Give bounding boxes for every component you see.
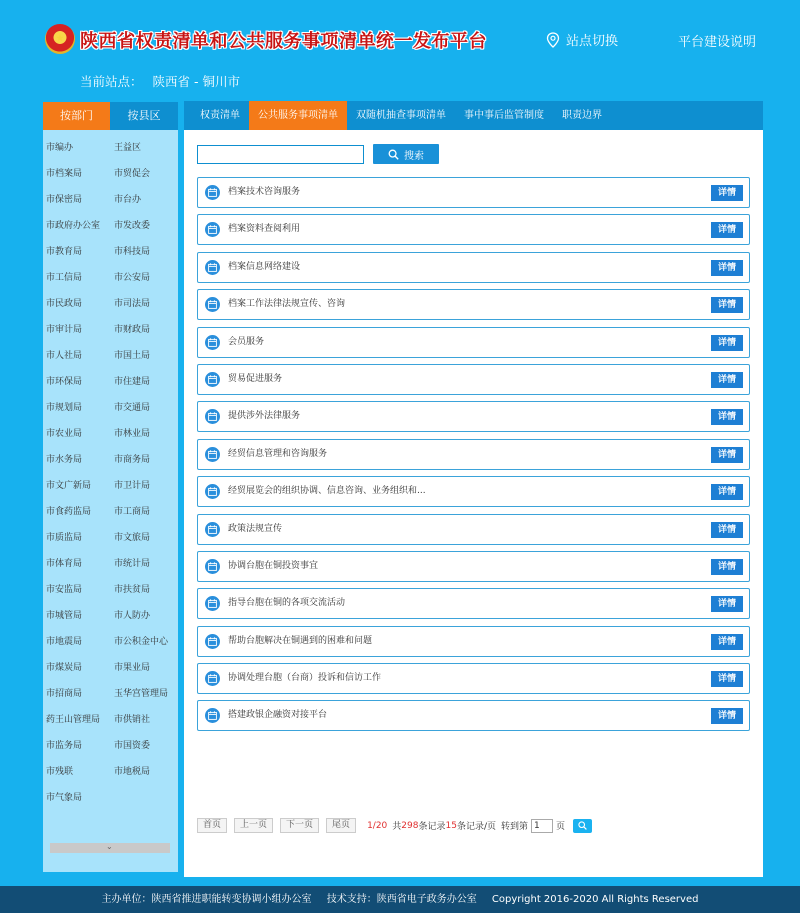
calendar-icon bbox=[205, 185, 220, 200]
department-item[interactable]: 玉华宫管理局 bbox=[114, 689, 169, 699]
department-item[interactable]: 市人防办 bbox=[114, 611, 151, 621]
department-item[interactable]: 市气象局 bbox=[46, 793, 83, 803]
search-input[interactable] bbox=[197, 145, 364, 164]
goto-label: 转到第 bbox=[501, 822, 529, 832]
detail-button[interactable]: 详情 bbox=[711, 409, 743, 425]
department-item[interactable]: 市地震局 bbox=[46, 637, 83, 647]
calendar-icon bbox=[205, 260, 220, 275]
tab-duty-boundary[interactable]: 职责边界 bbox=[562, 110, 602, 121]
list-item-label: 指导台胞在铜的各项交流活动 bbox=[228, 598, 346, 609]
detail-button[interactable]: 详情 bbox=[711, 671, 743, 687]
calendar-icon bbox=[205, 596, 220, 611]
search-button[interactable] bbox=[373, 144, 439, 164]
prev-page-button[interactable]: 上一页 bbox=[234, 818, 273, 833]
detail-button[interactable]: 详情 bbox=[711, 522, 743, 538]
list-item-label: 协调处理台胞（台商）投诉和信访工作 bbox=[228, 673, 382, 684]
calendar-icon bbox=[205, 522, 220, 537]
department-item[interactable]: 市地税局 bbox=[114, 767, 151, 777]
department-item[interactable]: 市商务局 bbox=[114, 455, 151, 465]
department-item[interactable]: 市档案局 bbox=[46, 169, 83, 179]
list-item-label: 帮助台胞解决在铜遇到的困难和问题 bbox=[228, 635, 373, 646]
detail-button[interactable]: 详情 bbox=[711, 222, 743, 238]
calendar-icon bbox=[205, 708, 220, 723]
platform-note-link[interactable]: 平台建设说明 bbox=[678, 35, 757, 50]
search-bar bbox=[197, 144, 439, 164]
footer-host: 主办单位：陕西省推进职能转变协调小组办公室 bbox=[101, 894, 312, 905]
footer-copyright: Copyright 2016-2020 All Rights Reserved bbox=[491, 894, 699, 905]
list-item-label: 政策法规宣传 bbox=[228, 523, 283, 534]
calendar-icon bbox=[205, 409, 220, 424]
search-button-label: 搜索 bbox=[404, 150, 424, 162]
left-tabs bbox=[43, 102, 178, 130]
department-item bbox=[114, 785, 176, 811]
department-item[interactable]: 市煤炭局 bbox=[46, 663, 83, 673]
tab-public-service-list[interactable]: 公共服务事项清单 bbox=[249, 101, 347, 130]
department-item[interactable]: 市扶贫局 bbox=[114, 585, 151, 595]
department-item[interactable]: 市招商局 bbox=[46, 689, 83, 699]
department-item[interactable]: 市政府办公室 bbox=[46, 221, 101, 231]
list-item-label: 经贸展览会的组织协调、信息咨询、业务组织和... bbox=[228, 486, 426, 497]
calendar-icon bbox=[205, 559, 220, 574]
department-item[interactable]: 市民政局 bbox=[46, 299, 83, 309]
list-item-label: 提供涉外法律服务 bbox=[228, 411, 301, 422]
department-item[interactable]: 市监务局 bbox=[46, 741, 83, 751]
department-item[interactable]: 市工商局 bbox=[114, 507, 151, 517]
calendar-icon bbox=[205, 297, 220, 312]
detail-button[interactable]: 详情 bbox=[711, 559, 743, 575]
calendar-icon bbox=[205, 634, 220, 649]
list-item[interactable] bbox=[197, 252, 750, 283]
chevron-down-icon: ⌄ bbox=[106, 842, 113, 851]
calendar-icon bbox=[205, 671, 220, 686]
list-item[interactable] bbox=[197, 289, 750, 320]
total-prefix: 共 bbox=[392, 822, 402, 832]
tab-power-list[interactable]: 权责清单 bbox=[200, 110, 240, 121]
department-item[interactable]: 市发改委 bbox=[114, 221, 151, 231]
department-item[interactable]: 市工信局 bbox=[46, 273, 83, 283]
department-item[interactable]: 市文旅局 bbox=[114, 533, 151, 543]
header bbox=[0, 0, 800, 100]
department-item[interactable]: 市人社局 bbox=[46, 351, 83, 361]
per-page-suffix: 条记录/页 bbox=[456, 822, 496, 832]
list-item-label: 经贸信息管理和咨询服务 bbox=[228, 448, 328, 459]
department-item[interactable]: 市质监局 bbox=[46, 533, 83, 543]
list-item[interactable] bbox=[197, 514, 750, 545]
department-item[interactable]: 市水务局 bbox=[46, 455, 83, 465]
list-item-label: 贸易促进服务 bbox=[228, 373, 283, 384]
department-item[interactable]: 市供销社 bbox=[114, 715, 151, 725]
department-item[interactable]: 市城管局 bbox=[46, 611, 83, 621]
department-item[interactable]: 市住建局 bbox=[114, 377, 151, 387]
calendar-icon bbox=[205, 447, 220, 462]
department-item[interactable]: 王益区 bbox=[114, 143, 142, 153]
list-item[interactable] bbox=[197, 364, 750, 395]
department-list bbox=[46, 135, 176, 811]
list-item[interactable] bbox=[197, 663, 750, 694]
department-item[interactable]: 市编办 bbox=[46, 143, 74, 153]
next-page-button[interactable]: 下一页 bbox=[280, 818, 319, 833]
first-page-button[interactable]: 首页 bbox=[197, 818, 227, 833]
detail-button[interactable]: 详情 bbox=[711, 708, 743, 724]
department-item[interactable]: 市统计局 bbox=[114, 559, 151, 569]
department-item[interactable]: 药王山管理局 bbox=[46, 715, 101, 725]
department-item[interactable]: 市审计局 bbox=[46, 325, 83, 335]
department-item[interactable]: 市体育局 bbox=[46, 559, 83, 569]
tab-supervision-system[interactable]: 事中事后监管制度 bbox=[464, 110, 544, 121]
department-item[interactable]: 市公安局 bbox=[114, 273, 151, 283]
location-switch-button[interactable] bbox=[546, 30, 618, 49]
list-item[interactable] bbox=[197, 439, 750, 470]
detail-button[interactable]: 详情 bbox=[711, 297, 743, 313]
list-item-label: 会员服务 bbox=[228, 336, 265, 347]
total-suffix: 条记录 bbox=[418, 822, 446, 832]
per-page-count: 15 bbox=[445, 820, 457, 831]
department-item[interactable]: 市安监局 bbox=[46, 585, 83, 595]
list-item[interactable] bbox=[197, 626, 750, 657]
department-panel bbox=[43, 102, 178, 872]
list-item[interactable] bbox=[197, 476, 750, 507]
detail-button[interactable]: 详情 bbox=[711, 596, 743, 612]
list-item-label: 档案资料查阅利用 bbox=[228, 224, 301, 235]
department-item[interactable]: 市科技局 bbox=[114, 247, 151, 257]
list-item-label: 搭建政银企融资对接平台 bbox=[228, 710, 328, 721]
list-item[interactable] bbox=[197, 700, 750, 731]
location-pin-icon bbox=[546, 32, 560, 48]
current-site-value: 陕西省 - 铜川市 bbox=[152, 74, 240, 89]
list-item[interactable] bbox=[197, 588, 750, 619]
department-item[interactable]: 市国资委 bbox=[114, 741, 151, 751]
list-item-label: 档案信息网络建设 bbox=[228, 261, 301, 272]
department-item[interactable]: 市规划局 bbox=[46, 403, 83, 413]
list-item-label: 协调台胞在铜投资事宜 bbox=[228, 560, 319, 571]
department-item[interactable]: 市贸促会 bbox=[114, 169, 151, 179]
detail-button[interactable]: 详情 bbox=[711, 335, 743, 351]
department-item[interactable]: 市文广新局 bbox=[46, 481, 92, 491]
detail-button[interactable]: 详情 bbox=[711, 260, 743, 276]
calendar-icon bbox=[205, 335, 220, 350]
list-item-label: 档案技术咨询服务 bbox=[228, 187, 301, 197]
total-records: 298 bbox=[401, 820, 419, 831]
department-item[interactable]: 市财政局 bbox=[114, 325, 151, 335]
emblem-icon bbox=[45, 24, 75, 54]
department-item[interactable]: 市农业局 bbox=[46, 429, 83, 439]
search-icon bbox=[388, 149, 399, 160]
department-item[interactable]: 市林业局 bbox=[114, 429, 151, 439]
service-item-list bbox=[197, 177, 750, 738]
department-item[interactable]: 市交通局 bbox=[114, 403, 151, 413]
goto-page-input[interactable]: 1 bbox=[531, 819, 553, 833]
list-item[interactable] bbox=[197, 327, 750, 358]
department-item[interactable]: 市保密局 bbox=[46, 195, 83, 205]
tab-random-inspection-list[interactable]: 双随机抽查事项清单 bbox=[356, 110, 446, 121]
page-indicator: 1/20 bbox=[367, 820, 388, 831]
goto-suffix: 页 bbox=[556, 822, 566, 832]
department-item[interactable]: 市教育局 bbox=[46, 247, 83, 257]
last-page-button[interactable]: 尾页 bbox=[326, 818, 356, 833]
department-item[interactable]: 市公积金中心 bbox=[114, 637, 169, 647]
footer bbox=[0, 886, 800, 913]
footer-support: 技术支持：陕西省电子政务办公室 bbox=[326, 894, 477, 905]
scrollbar[interactable] bbox=[50, 843, 170, 853]
department-item[interactable]: 市果业局 bbox=[114, 663, 151, 673]
goto-page-button[interactable] bbox=[573, 819, 592, 833]
list-item[interactable] bbox=[197, 177, 750, 208]
department-list-area bbox=[43, 130, 178, 872]
detail-button[interactable]: 详情 bbox=[711, 372, 743, 388]
list-item[interactable] bbox=[197, 401, 750, 432]
detail-button[interactable]: 详情 bbox=[711, 447, 743, 463]
department-item[interactable]: 市司法局 bbox=[114, 299, 151, 309]
department-item[interactable]: 市环保局 bbox=[46, 377, 83, 387]
department-item[interactable]: 市台办 bbox=[114, 195, 142, 205]
department-item[interactable]: 市食药监局 bbox=[46, 507, 92, 517]
detail-button[interactable]: 详情 bbox=[711, 484, 743, 500]
list-item-label: 档案工作法律法规宣传、咨询 bbox=[228, 299, 346, 310]
current-site bbox=[80, 72, 246, 90]
current-site-label: 当前站点： bbox=[80, 74, 143, 89]
pagination bbox=[197, 818, 592, 833]
list-item[interactable] bbox=[197, 551, 750, 582]
search-icon bbox=[578, 821, 587, 830]
tab-by-department[interactable]: 按部门 bbox=[43, 102, 110, 130]
department-item[interactable]: 市卫计局 bbox=[114, 481, 151, 491]
main-panel bbox=[184, 101, 763, 877]
calendar-icon bbox=[205, 222, 220, 237]
department-item[interactable]: 市国土局 bbox=[114, 351, 151, 361]
detail-button[interactable]: 详情 bbox=[711, 634, 743, 650]
list-type-tabs bbox=[184, 101, 763, 130]
calendar-icon bbox=[205, 372, 220, 387]
detail-button[interactable]: 详情 bbox=[711, 185, 743, 201]
location-switch-label: 站点切换 bbox=[566, 34, 619, 49]
department-item[interactable]: 市残联 bbox=[46, 767, 74, 777]
calendar-icon bbox=[205, 484, 220, 499]
list-item[interactable] bbox=[197, 214, 750, 245]
tab-by-county[interactable]: 按县区 bbox=[110, 102, 178, 130]
site-title: 陕西省权责清单和公共服务事项清单统一发布平台 bbox=[80, 31, 487, 52]
